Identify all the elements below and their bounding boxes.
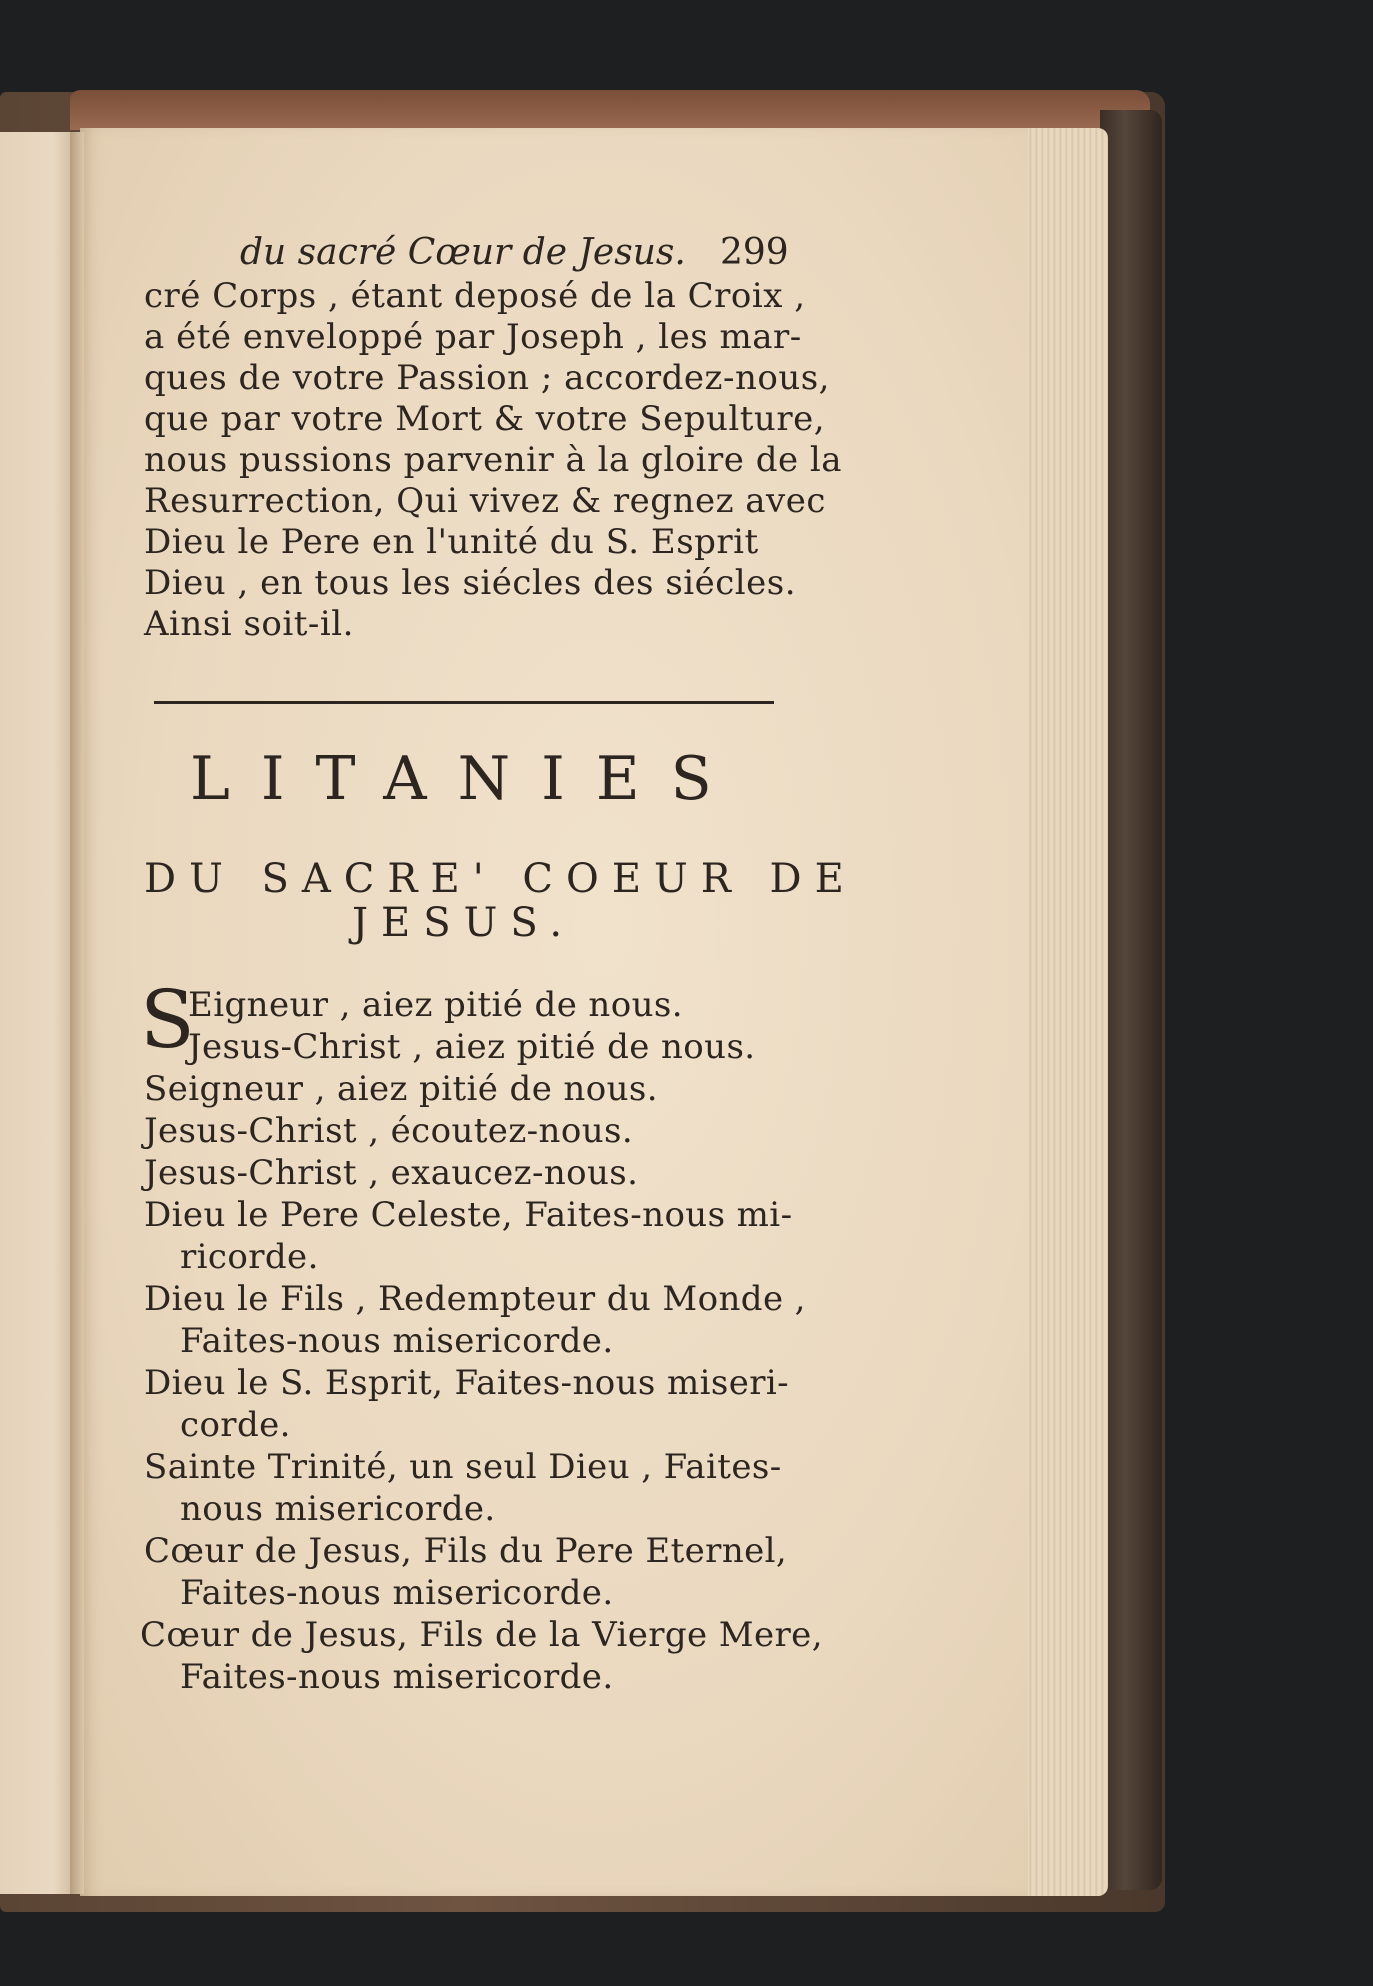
page-edge-stack xyxy=(1020,128,1108,1896)
litany-line: Faites-nous misericorde. xyxy=(180,1321,614,1361)
litany-line: Faites-nous misericorde. xyxy=(180,1573,614,1613)
book-spine-edge xyxy=(1100,110,1162,1890)
page-number: 299 xyxy=(720,232,789,273)
litany-line: Dieu le S. Esprit, Faites-nous miseri- xyxy=(144,1363,790,1403)
page-gutter xyxy=(70,132,84,1894)
litany-line: Faites-nous misericorde. xyxy=(180,1657,614,1697)
prayer-line: Dieu , en tous les siécles des siécles. xyxy=(144,563,797,603)
left-page-sliver xyxy=(0,132,76,1894)
section-subtitle-line1: DU SACRE' COEUR DE xyxy=(144,856,857,902)
litany-line: Sainte Trinité, un seul Dieu , Faites- xyxy=(144,1447,782,1487)
litany-line: Eigneur , aiez pitié de nous. xyxy=(188,985,683,1025)
running-head: du sacré Cœur de Jesus. xyxy=(240,232,686,273)
prayer-line: Resurrection, Qui vivez & regnez avec xyxy=(144,481,826,521)
prayer-line: Ainsi soit-il. xyxy=(144,604,354,644)
prayer-line: a été enveloppé par Joseph , les mar- xyxy=(144,317,802,357)
litany-line: ricorde. xyxy=(180,1237,319,1277)
litany-line: Jesus-Christ , écoutez-nous. xyxy=(144,1111,634,1151)
prayer-line: Dieu le Pere en l'unité du S. Esprit xyxy=(144,522,759,562)
litany-line: Dieu le Fils , Redempteur du Monde , xyxy=(144,1279,806,1319)
section-title: LITANIES xyxy=(190,744,743,814)
litany-line: corde. xyxy=(180,1405,291,1445)
prayer-line: que par votre Mort & votre Sepulture, xyxy=(144,399,826,439)
litany-line: Jesus-Christ , exaucez-nous. xyxy=(144,1153,639,1193)
litany-line: Dieu le Pere Celeste, Faites-nous mi- xyxy=(144,1195,793,1235)
litany-line: Jesus-Christ , aiez pitié de nous. xyxy=(188,1027,756,1067)
litany-line: Seigneur , aiez pitié de nous. xyxy=(144,1069,658,1109)
section-divider-rule xyxy=(154,701,774,704)
litany-line: Cœur de Jesus, Fils de la Vierge Mere, xyxy=(140,1615,823,1655)
litany-line: nous misericorde. xyxy=(180,1489,496,1529)
prayer-line: ques de votre Passion ; accordez-nous, xyxy=(144,358,830,398)
drop-cap: S xyxy=(140,973,195,1066)
book-cover-top-edge xyxy=(70,90,1150,130)
prayer-line: cré Corps , étant deposé de la Croix , xyxy=(144,276,806,316)
section-subtitle-line2: JESUS. xyxy=(352,900,576,946)
prayer-line: nous pussions parvenir à la gloire de la xyxy=(144,440,843,480)
litany-line: Cœur de Jesus, Fils du Pere Eternel, xyxy=(144,1531,788,1571)
